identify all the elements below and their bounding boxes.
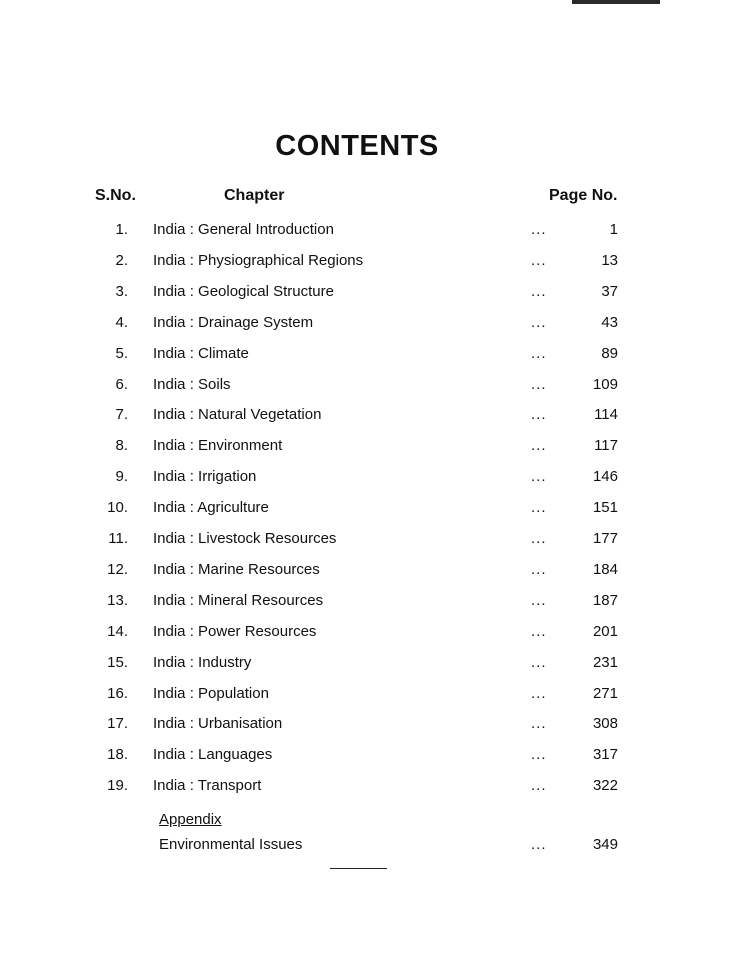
toc-chapter-title: India : Marine Resources bbox=[153, 561, 320, 578]
toc-dot-leader: ... bbox=[531, 592, 547, 609]
toc-page-number: 308 bbox=[592, 715, 618, 732]
toc-dot-leader: ... bbox=[531, 314, 547, 331]
toc-serial-number: 1. bbox=[115, 221, 128, 238]
toc-row[interactable] bbox=[0, 221, 744, 247]
toc-chapter-title: India : Drainage System bbox=[153, 314, 314, 331]
toc-chapter-title: India : Mineral Resources bbox=[153, 592, 324, 609]
toc-serial-number: 8. bbox=[115, 437, 128, 454]
toc-dot-leader: ... bbox=[531, 499, 547, 516]
toc-chapter-title: India : Languages bbox=[153, 746, 273, 763]
toc-page-number: 37 bbox=[601, 283, 618, 300]
toc-row[interactable] bbox=[0, 283, 744, 309]
toc-dot-leader: ... bbox=[531, 836, 547, 853]
toc-chapter-title: India : Climate bbox=[153, 345, 249, 362]
toc-page-number: 201 bbox=[592, 623, 618, 640]
end-rule bbox=[330, 868, 387, 869]
toc-serial-number: 6. bbox=[115, 376, 128, 393]
appendix-heading: Appendix bbox=[159, 811, 222, 828]
scan-edge-bar bbox=[572, 0, 660, 4]
toc-chapter-title: India : Industry bbox=[153, 654, 252, 671]
toc-row[interactable] bbox=[0, 777, 744, 803]
toc-row[interactable] bbox=[0, 345, 744, 371]
toc-row-appendix[interactable] bbox=[0, 836, 744, 862]
toc-row[interactable] bbox=[0, 499, 744, 525]
toc-chapter-title: India : Irrigation bbox=[153, 468, 257, 485]
toc-page-number: 109 bbox=[592, 376, 618, 393]
toc-page-number: 151 bbox=[592, 499, 618, 516]
toc-page-number: 117 bbox=[594, 437, 618, 454]
toc-row[interactable] bbox=[0, 654, 744, 680]
column-header-page: Page No. bbox=[549, 187, 618, 204]
toc-page-number: 114 bbox=[594, 406, 618, 423]
toc-chapter-title: India : Transport bbox=[153, 777, 262, 794]
toc-row[interactable] bbox=[0, 623, 744, 649]
toc-dot-leader: ... bbox=[531, 530, 547, 547]
toc-serial-number: 17. bbox=[107, 715, 128, 732]
toc-dot-leader: ... bbox=[531, 437, 547, 454]
toc-page-number: 322 bbox=[592, 777, 618, 794]
toc-serial-number: 2. bbox=[115, 252, 128, 269]
toc-dot-leader: ... bbox=[531, 623, 547, 640]
toc-chapter-title: India : Power Resources bbox=[153, 623, 317, 640]
toc-row[interactable] bbox=[0, 746, 744, 772]
toc-dot-leader: ... bbox=[531, 283, 547, 300]
toc-serial-number: 18. bbox=[107, 746, 128, 763]
toc-row[interactable] bbox=[0, 715, 744, 741]
toc-page-number: 271 bbox=[592, 685, 618, 702]
toc-row[interactable] bbox=[0, 685, 744, 711]
toc-serial-number: 10. bbox=[107, 499, 128, 516]
toc-chapter-title: India : Agriculture bbox=[153, 499, 269, 516]
toc-row[interactable] bbox=[0, 437, 744, 463]
toc-dot-leader: ... bbox=[531, 221, 547, 238]
toc-serial-number: 5. bbox=[115, 345, 128, 362]
toc-serial-number: 15. bbox=[107, 654, 128, 671]
toc-chapter-title: India : Geological Structure bbox=[153, 283, 334, 300]
toc-serial-number: 9. bbox=[115, 468, 128, 485]
toc-row[interactable] bbox=[0, 592, 744, 618]
toc-dot-leader: ... bbox=[531, 406, 547, 423]
toc-dot-leader: ... bbox=[531, 685, 547, 702]
toc-row[interactable] bbox=[0, 314, 744, 340]
toc-serial-number: 4. bbox=[115, 314, 128, 331]
toc-dot-leader: ... bbox=[531, 252, 547, 269]
toc-row[interactable] bbox=[0, 406, 744, 432]
toc-chapter-title: India : Natural Vegetation bbox=[153, 406, 322, 423]
toc-chapter-title: India : Soils bbox=[153, 376, 231, 393]
toc-page-number: 89 bbox=[601, 345, 618, 362]
toc-page-number: 1 bbox=[609, 221, 618, 238]
toc-serial-number: 16. bbox=[107, 685, 128, 702]
toc-page-number: 177 bbox=[592, 530, 618, 547]
toc-row[interactable] bbox=[0, 561, 744, 587]
toc-dot-leader: ... bbox=[531, 345, 547, 362]
column-header-sno: S.No. bbox=[95, 187, 136, 204]
page-title: CONTENTS bbox=[275, 130, 439, 162]
toc-page-number: 184 bbox=[592, 561, 618, 578]
toc-serial-number: 12. bbox=[107, 561, 128, 578]
toc-page-number: 231 bbox=[592, 654, 618, 671]
toc-dot-leader: ... bbox=[531, 561, 547, 578]
toc-page-number: 43 bbox=[601, 314, 618, 331]
toc-chapter-title: India : Population bbox=[153, 685, 269, 702]
toc-dot-leader: ... bbox=[531, 746, 547, 763]
toc-chapter-title: India : Physiographical Regions bbox=[153, 252, 364, 269]
toc-dot-leader: ... bbox=[531, 777, 547, 794]
toc-dot-leader: ... bbox=[531, 376, 547, 393]
column-header-chapter: Chapter bbox=[224, 187, 285, 204]
toc-serial-number: 7. bbox=[115, 406, 128, 423]
toc-row[interactable] bbox=[0, 376, 744, 402]
toc-serial-number: 3. bbox=[115, 283, 128, 300]
toc-dot-leader: ... bbox=[531, 654, 547, 671]
toc-serial-number: 19. bbox=[107, 777, 128, 794]
toc-dot-leader: ... bbox=[531, 715, 547, 732]
toc-chapter-title: India : Environment bbox=[153, 437, 283, 454]
toc-row[interactable] bbox=[0, 468, 744, 494]
toc-dot-leader: ... bbox=[531, 468, 547, 485]
toc-chapter-title: India : General Introduction bbox=[153, 221, 334, 238]
toc-page-number: 13 bbox=[601, 252, 618, 269]
toc-page-number: 349 bbox=[592, 836, 618, 853]
toc-serial-number: 11. bbox=[108, 530, 128, 547]
toc-serial-number: 13. bbox=[107, 592, 128, 609]
toc-page-number: 317 bbox=[592, 746, 618, 763]
toc-chapter-title: India : Urbanisation bbox=[153, 715, 283, 732]
toc-serial-number: 14. bbox=[107, 623, 128, 640]
toc-row[interactable] bbox=[0, 252, 744, 278]
toc-page-number: 187 bbox=[592, 592, 618, 609]
toc-chapter-title: India : Livestock Resources bbox=[153, 530, 337, 547]
toc-row[interactable] bbox=[0, 530, 744, 556]
toc-chapter-title: Environmental Issues bbox=[159, 836, 303, 853]
toc-page-number: 146 bbox=[592, 468, 618, 485]
